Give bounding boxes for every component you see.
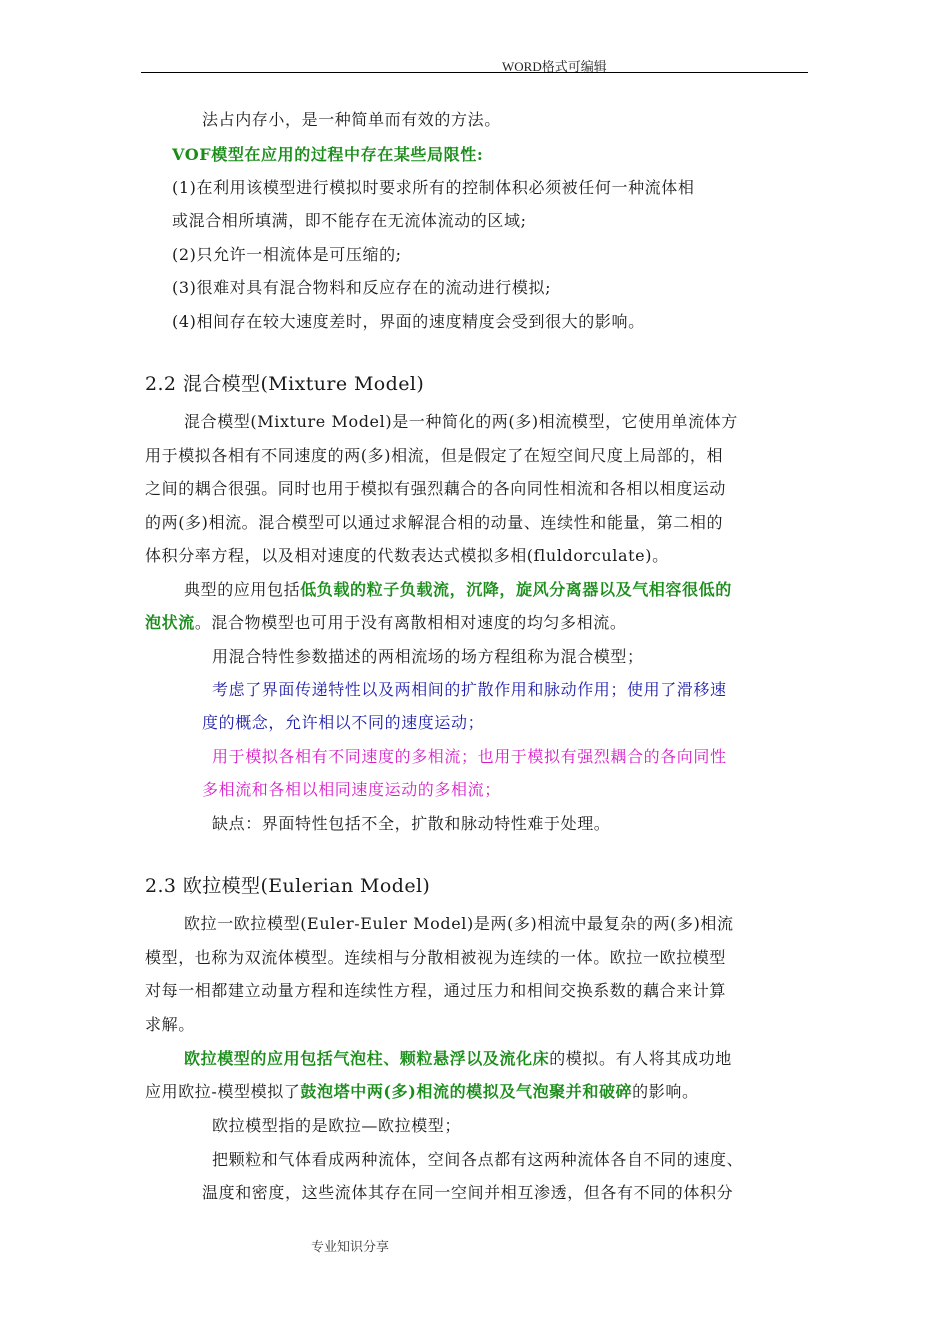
- vof-limit-1b: 或混合相所填满，即不能存在无流体流动的区域;: [172, 211, 527, 230]
- mixture-p2-line2: [145, 613, 626, 633]
- euler-p2-line2-highlight: 鼓泡塔中两(多)相流的模拟及气泡聚并和破碎: [300, 1082, 633, 1101]
- mixture-note-3b: 多相流和各相以相同速度运动的多相流；: [202, 780, 501, 799]
- page-footer: 专业知识分享: [311, 1240, 390, 1255]
- euler-p1-line3: 对每一相都建立动量方程和连续性方程，通过压力和相间交换系数的藕合来计算: [145, 981, 727, 1000]
- vof-limits-title: VOF模型在应用的过程中存在某些局限性:: [172, 145, 484, 164]
- mixture-note-4: 缺点：界面特性包括不全，扩散和脉动特性难于处理。: [212, 814, 611, 833]
- euler-p2-line2: [145, 1082, 699, 1102]
- vof-limit-4: (4)相间存在较大速度差时，界面的速度精度会受到很大的影响。: [172, 312, 645, 331]
- euler-p2-line2-tail: 的影响。: [632, 1082, 699, 1101]
- euler-p2-line2-lead: 应用欧拉-模型模拟了: [145, 1082, 301, 1101]
- euler-p1-line4: 求解。: [145, 1015, 195, 1034]
- euler-note-2a: 把颗粒和气体看成两种流体，空间各点都有这两种流体各自不同的速度、: [212, 1150, 744, 1169]
- mixture-p1-line4: 的两(多)相流。混合模型可以通过求解混合相的动量、连续性和能量，第二相的: [145, 513, 724, 532]
- euler-p1-line1: 欧拉一欧拉模型(Euler-Euler Model)是两(多)相流中最复杂的两(多)相流: [184, 914, 734, 933]
- mixture-note-3a: 用于模拟各相有不同速度的多相流；也用于模拟有强烈耦合的各向同性: [212, 747, 727, 766]
- euler-p2-line1: [184, 1049, 732, 1069]
- vof-limit-3: (3)很难对具有混合物料和反应存在的流动进行模拟;: [172, 278, 552, 297]
- euler-note-2b: 温度和密度，这些流体其存在同一空间并相互渗透，但各有不同的体积分: [202, 1183, 734, 1202]
- mixture-note-1: 用混合特性参数描述的两相流场的场方程组称为混合模型；: [212, 647, 644, 666]
- header-rule: [141, 72, 808, 73]
- section-heading-mixture: 2.2 混合模型(Mixture Model): [145, 373, 425, 395]
- mixture-p2-tail: 。混合物模型也可用于没有离散相相对速度的均匀多相流。: [194, 613, 627, 632]
- euler-p2-highlight: 欧拉模型的应用包括气泡柱、颗粒悬浮以及流化床: [184, 1049, 550, 1068]
- mixture-p1-line3: 之间的耦合很强。同时也用于模拟有强烈藕合的各向同性相流和各相以相度运动: [145, 479, 727, 498]
- mixture-note-2a: 考虑了界面传递特性以及两相间的扩散作用和脉动作用；使用了滑移速: [212, 680, 727, 699]
- euler-p2-mid: 的模拟。有人将其成功地: [549, 1049, 732, 1068]
- mixture-note-2b: 度的概念，允许相以不同的速度运动；: [202, 713, 485, 732]
- euler-note-1: 欧拉模型指的是欧拉—欧拉模型；: [212, 1116, 462, 1135]
- section-heading-euler: 2.3 欧拉模型(Eulerian Model): [145, 875, 431, 897]
- mixture-p2-highlight-2: 泡状流: [145, 613, 195, 632]
- vof-limit-2: (2)只允许一相流体是可压缩的;: [172, 245, 402, 264]
- vof-intro-tail: 法占内存小，是一种简单而有效的方法。: [202, 110, 501, 129]
- mixture-p1-line5: 体积分率方程，以及相对速度的代数表达式模拟多相(fluldorculate)。: [145, 546, 669, 565]
- mixture-p2-lead: 典型的应用包括: [184, 580, 301, 599]
- vof-limit-1a: (1)在利用该模型进行模拟时要求所有的控制体积必须被任何一种流体相: [172, 178, 695, 197]
- mixture-p1-line2: 用于模拟各相有不同速度的两(多)相流，但是假定了在短空间尺度上局部的，相: [145, 446, 724, 465]
- mixture-p2-line1: [184, 580, 732, 600]
- page-header: WORD格式可编辑: [502, 59, 607, 74]
- mixture-p2-highlight: 低负载的粒子负载流，沉降，旋风分离器以及气相容很低的: [300, 580, 732, 599]
- mixture-p1-line1: 混合模型(Mixture Model)是一种简化的两(多)相流模型，它使用单流体方: [184, 412, 738, 431]
- euler-p1-line2: 模型，也称为双流体模型。连续相与分散相被视为连续的一体。欧拉一欧拉模型: [145, 948, 727, 967]
